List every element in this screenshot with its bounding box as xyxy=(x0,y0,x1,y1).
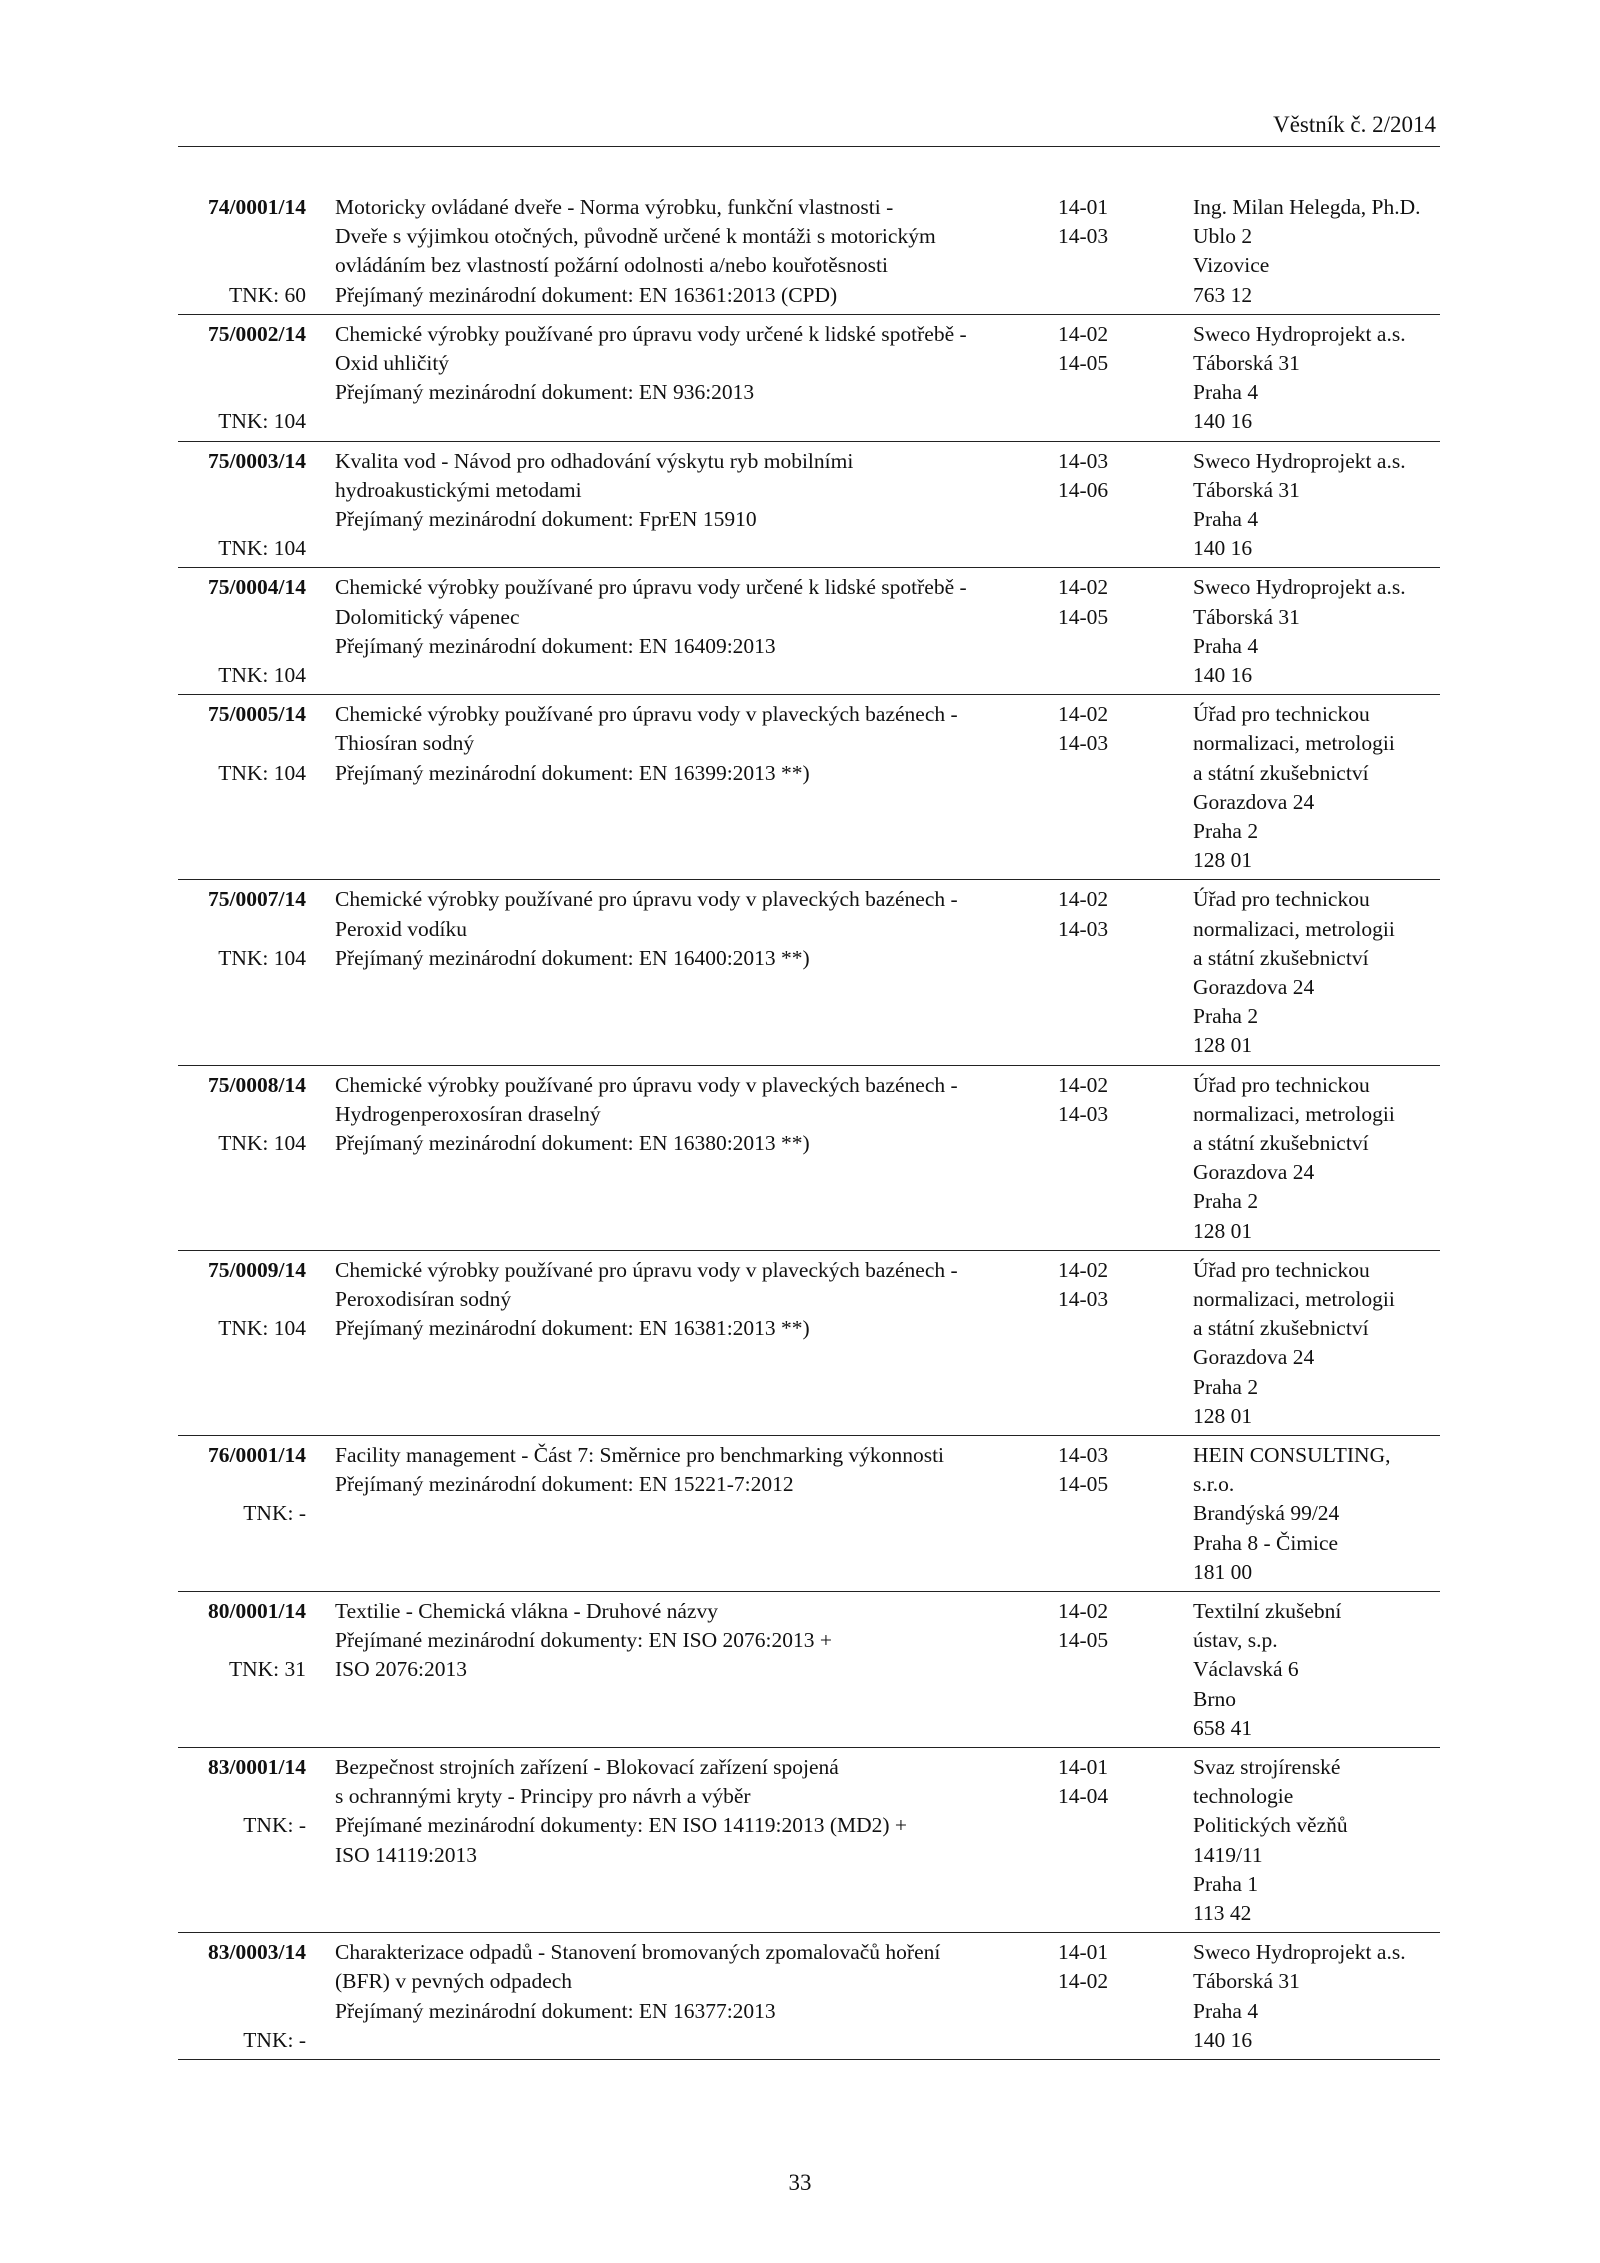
title-line: Přejímané mezinárodní dokumenty: EN ISO 2076:2013 + xyxy=(335,1628,832,1653)
tnk-label: TNK: 104 xyxy=(218,662,306,687)
title-line: Přejímané mezinárodní dokumenty: EN ISO 14119:2013 (MD2) + xyxy=(335,1813,908,1838)
group-codes-cell xyxy=(1058,447,1148,505)
address-line: 140 16 xyxy=(1193,2027,1253,2052)
group-code: 14-03 xyxy=(1058,1101,1109,1126)
title-line: Chemické výrobky používané pro úpravu vody určené k lidské spotřebě - xyxy=(335,575,967,600)
table-row xyxy=(178,1251,1440,1436)
group-code: 14-03 xyxy=(1058,1286,1109,1311)
group-code: 14-01 xyxy=(1058,195,1109,219)
processor-address-cell xyxy=(1193,447,1443,564)
address-line: normalizaci, metrologii xyxy=(1193,731,1395,756)
bulletin-title: Věstník č. 2/2014 xyxy=(1273,112,1436,137)
table-row xyxy=(178,1933,1440,2060)
address-line: Praha 2 xyxy=(1193,1374,1259,1399)
standard-code: 75/0007/14 xyxy=(208,887,306,912)
standard-id-cell xyxy=(178,885,306,1060)
title-line: Přejímaný mezinárodní dokument: EN 16361:2013 (CPD) xyxy=(335,282,838,307)
standard-id-cell xyxy=(178,1597,306,1743)
standard-title-cell xyxy=(335,885,1025,973)
group-code: 14-03 xyxy=(1058,224,1109,249)
group-codes-cell xyxy=(1058,1938,1148,1996)
title-line: hydroakustickými metodami xyxy=(335,477,582,502)
group-code: 14-02 xyxy=(1058,1598,1109,1623)
title-line: Bezpečnost strojních zařízení - Blokovací zařízení spojená xyxy=(335,1754,839,1779)
group-codes-cell xyxy=(1058,1256,1148,1314)
title-line: Přejímaný mezinárodní dokument: EN 16400:2013 **) xyxy=(335,945,810,970)
processor-address-cell xyxy=(1193,1753,1443,1928)
address-line: s.r.o. xyxy=(1193,1472,1235,1497)
standard-title-cell xyxy=(335,573,1025,661)
address-line: normalizaci, metrologii xyxy=(1193,1101,1395,1126)
standard-code: 75/0004/14 xyxy=(208,575,306,600)
standards-table xyxy=(178,188,1440,2060)
group-code: 14-03 xyxy=(1058,731,1109,756)
group-codes-cell xyxy=(1058,1071,1148,1129)
address-line: normalizaci, metrologii xyxy=(1193,916,1395,941)
standard-id-cell xyxy=(178,1256,306,1431)
address-line: 763 12 xyxy=(1193,282,1253,307)
group-codes-cell xyxy=(1058,700,1148,758)
standard-title-cell xyxy=(335,1597,1025,1685)
group-code: 14-02 xyxy=(1058,702,1109,727)
group-code: 14-02 xyxy=(1058,1257,1109,1282)
standard-title-cell xyxy=(335,193,1025,310)
table-row xyxy=(178,188,1440,315)
standard-id-cell xyxy=(178,1071,306,1246)
address-line: normalizaci, metrologii xyxy=(1193,1286,1395,1311)
address-line: Praha 1 xyxy=(1193,1871,1259,1896)
address-line: Gorazdova 24 xyxy=(1193,974,1315,999)
table-row xyxy=(178,1748,1440,1933)
address-line: Textilní zkušební xyxy=(1193,1598,1342,1623)
tnk-label: TNK: 31 xyxy=(228,1657,306,1682)
standard-id-cell xyxy=(178,1441,306,1587)
address-line: 113 42 xyxy=(1193,1900,1252,1925)
group-code: 14-05 xyxy=(1058,1628,1109,1653)
title-line: Hydrogenperoxosíran draselný xyxy=(335,1101,601,1126)
address-line: Sweco Hydroprojekt a.s. xyxy=(1193,321,1406,346)
group-codes-cell xyxy=(1058,885,1148,943)
table-row xyxy=(178,568,1440,695)
tnk-label: TNK: 104 xyxy=(218,945,306,970)
address-line: Praha 4 xyxy=(1193,507,1259,531)
processor-address-cell xyxy=(1193,573,1443,690)
address-line: Gorazdova 24 xyxy=(1193,1345,1315,1370)
title-line: Přejímaný mezinárodní dokument: EN 16380:2013 **) xyxy=(335,1130,810,1155)
address-line: Václavská 6 xyxy=(1193,1657,1299,1682)
standard-title-cell xyxy=(335,1256,1025,1344)
standard-code: 83/0003/14 xyxy=(208,1940,306,1965)
address-line: a státní zkušebnictví xyxy=(1193,945,1369,970)
address-line: Vizovice xyxy=(1193,253,1270,278)
title-line: Přejímaný mezinárodní dokument: EN 936:2013 xyxy=(335,380,755,405)
standard-id-cell xyxy=(178,447,306,564)
title-line: Facility management - Část 7: Směrnice pro benchmarking výkonnosti xyxy=(335,1442,945,1467)
address-line: Brno xyxy=(1193,1686,1236,1711)
address-line: Táborská 31 xyxy=(1193,1969,1300,1994)
title-line: ovládáním bez vlastností požární odolnosti a/nebo kouřotěsnosti xyxy=(335,253,888,278)
standard-id-cell xyxy=(178,1753,306,1928)
standard-id-cell xyxy=(178,573,306,690)
address-line: Praha 2 xyxy=(1193,1189,1259,1214)
address-line: Úřad pro technickou xyxy=(1193,702,1370,727)
address-line: 140 16 xyxy=(1193,409,1253,434)
group-code: 14-02 xyxy=(1058,575,1109,600)
table-row xyxy=(178,1066,1440,1251)
address-line: 181 00 xyxy=(1193,1559,1253,1584)
group-codes-cell xyxy=(1058,193,1148,251)
address-line: a státní zkušebnictví xyxy=(1193,1316,1369,1341)
group-codes-cell xyxy=(1058,573,1148,631)
address-line: technologie xyxy=(1193,1784,1294,1809)
address-line: Gorazdova 24 xyxy=(1193,1160,1315,1185)
group-code: 14-01 xyxy=(1058,1754,1109,1779)
address-line: 140 16 xyxy=(1193,663,1253,687)
title-line: Charakterizace odpadů - Stanovení bromovaných zpomalovačů hoření xyxy=(335,1940,941,1965)
title-line: Dolomitický vápenec xyxy=(335,604,520,629)
group-code: 14-06 xyxy=(1058,477,1109,502)
standard-title-cell xyxy=(335,1753,1025,1870)
page-header xyxy=(178,108,1440,147)
address-line: Praha 4 xyxy=(1193,1998,1259,2023)
standard-code: 75/0003/14 xyxy=(208,448,306,473)
title-line: ISO 2076:2013 xyxy=(335,1657,467,1682)
group-code: 14-05 xyxy=(1058,1472,1109,1497)
address-line: Sweco Hydroprojekt a.s. xyxy=(1193,448,1406,473)
table-row xyxy=(178,695,1440,880)
title-line: Oxid uhličitý xyxy=(335,351,450,375)
group-codes-cell xyxy=(1058,1597,1148,1655)
standard-title-cell xyxy=(335,1071,1025,1159)
tnk-label: TNK: - xyxy=(243,1501,306,1526)
standard-code: 76/0001/14 xyxy=(208,1442,306,1467)
standard-title-cell xyxy=(335,700,1025,788)
standard-code: 75/0008/14 xyxy=(208,1072,306,1097)
address-line: 128 01 xyxy=(1193,1033,1253,1058)
title-line: Přejímaný mezinárodní dokument: EN 16399:2013 **) xyxy=(335,760,810,785)
address-line: Praha 2 xyxy=(1193,819,1259,843)
group-code: 14-04 xyxy=(1058,1784,1109,1809)
title-line: (BFR) v pevných odpadech xyxy=(335,1969,573,1994)
table-row xyxy=(178,880,1440,1065)
title-line: s ochrannými kryty - Principy pro návrh a výběr xyxy=(335,1784,751,1809)
address-line: Svaz strojírenské xyxy=(1193,1754,1341,1779)
address-line: 128 01 xyxy=(1193,848,1253,873)
processor-address-cell xyxy=(1193,1256,1443,1431)
title-line: Chemické výrobky používané pro úpravu vody v plaveckých bazénech - xyxy=(335,1257,958,1282)
table-row xyxy=(178,315,1440,442)
address-line: Úřad pro technickou xyxy=(1193,1257,1370,1282)
group-codes-cell xyxy=(1058,320,1148,378)
address-line: 658 41 xyxy=(1193,1715,1253,1740)
address-line: Ublo 2 xyxy=(1193,224,1253,249)
tnk-label: TNK: 104 xyxy=(218,536,306,561)
group-code: 14-02 xyxy=(1058,321,1109,346)
address-line: Táborská 31 xyxy=(1193,604,1300,629)
group-code: 14-03 xyxy=(1058,1442,1109,1467)
group-code: 14-05 xyxy=(1058,604,1109,629)
address-line: Táborská 31 xyxy=(1193,477,1300,502)
address-line: Sweco Hydroprojekt a.s. xyxy=(1193,575,1406,600)
group-code: 14-02 xyxy=(1058,1072,1109,1097)
address-line: Praha 2 xyxy=(1193,1004,1259,1029)
address-line: Politických vězňů xyxy=(1193,1813,1348,1838)
title-line: Textilie - Chemická vlákna - Druhové názvy xyxy=(335,1598,718,1623)
group-code: 14-03 xyxy=(1058,448,1109,473)
processor-address-cell xyxy=(1193,193,1443,310)
group-codes-cell xyxy=(1058,1441,1148,1499)
address-line: a státní zkušebnictví xyxy=(1193,760,1369,785)
tnk-label: TNK: 104 xyxy=(218,760,306,785)
processor-address-cell xyxy=(1193,1938,1443,2055)
title-line: Přejímaný mezinárodní dokument: EN 16381:2013 **) xyxy=(335,1316,810,1341)
title-line: Přejímaný mezinárodní dokument: FprEN 15910 xyxy=(335,507,757,531)
address-line: 128 01 xyxy=(1193,1218,1253,1243)
address-line: Praha 8 - Čimice xyxy=(1193,1530,1339,1555)
standard-id-cell xyxy=(178,193,306,310)
title-line: Kvalita vod - Návod pro odhadování výskytu ryb mobilními xyxy=(335,448,854,473)
processor-address-cell xyxy=(1193,700,1443,875)
address-line: HEIN CONSULTING, xyxy=(1193,1442,1391,1467)
standard-code: 75/0009/14 xyxy=(208,1257,306,1282)
title-line: Chemické výrobky používané pro úpravu vody určené k lidské spotřebě - xyxy=(335,321,967,346)
title-line: ISO 14119:2013 xyxy=(335,1842,477,1867)
standard-code: 80/0001/14 xyxy=(208,1598,306,1623)
address-line: Praha 4 xyxy=(1193,380,1259,405)
standard-id-cell xyxy=(178,700,306,875)
title-line: Motoricky ovládané dveře - Norma výrobku, funkční vlastnosti - xyxy=(335,195,894,219)
tnk-label: TNK: 104 xyxy=(218,409,306,434)
address-line: Sweco Hydroprojekt a.s. xyxy=(1193,1940,1406,1965)
group-codes-cell xyxy=(1058,1753,1148,1811)
address-line: 1419/11 xyxy=(1193,1842,1263,1867)
tnk-label: TNK: 104 xyxy=(218,1316,306,1341)
standard-id-cell xyxy=(178,1938,306,2055)
processor-address-cell xyxy=(1193,885,1443,1060)
tnk-label: TNK: - xyxy=(243,2027,306,2052)
title-line: Chemické výrobky používané pro úpravu vody v plaveckých bazénech - xyxy=(335,887,958,912)
table-row xyxy=(178,1592,1440,1748)
address-line: 128 01 xyxy=(1193,1403,1253,1428)
title-line: Chemické výrobky používané pro úpravu vody v plaveckých bazénech - xyxy=(335,702,958,727)
standard-code: 74/0001/14 xyxy=(208,195,306,219)
address-line: Úřad pro technickou xyxy=(1193,887,1370,912)
title-line: Chemické výrobky používané pro úpravu vody v plaveckých bazénech - xyxy=(335,1072,958,1097)
address-line: Praha 4 xyxy=(1193,633,1259,658)
title-line: Přejímaný mezinárodní dokument: EN 16377:2013 xyxy=(335,1998,776,2023)
standard-code: 83/0001/14 xyxy=(208,1754,306,1779)
address-line: Úřad pro technickou xyxy=(1193,1072,1370,1097)
address-line: Ing. Milan Helegda, Ph.D. xyxy=(1193,195,1421,219)
address-line: 140 16 xyxy=(1193,536,1253,561)
standard-title-cell xyxy=(335,447,1025,535)
tnk-label: TNK: - xyxy=(243,1813,306,1838)
address-line: ústav, s.p. xyxy=(1193,1628,1278,1653)
title-line: Přejímaný mezinárodní dokument: EN 15221-7:2012 xyxy=(335,1472,794,1497)
address-line: Gorazdova 24 xyxy=(1193,789,1315,814)
processor-address-cell xyxy=(1193,1071,1443,1246)
title-line: Peroxodisíran sodný xyxy=(335,1286,512,1311)
standard-code: 75/0005/14 xyxy=(208,702,306,727)
address-line: a státní zkušebnictví xyxy=(1193,1130,1369,1155)
table-row xyxy=(178,442,1440,569)
processor-address-cell xyxy=(1193,1597,1443,1743)
standard-title-cell xyxy=(335,1441,1025,1499)
title-line: Dveře s výjimkou otočných, původně určené k montáži s motorickým xyxy=(335,224,936,249)
title-line: Přejímaný mezinárodní dokument: EN 16409:2013 xyxy=(335,633,776,658)
group-code: 14-05 xyxy=(1058,351,1109,375)
tnk-label: TNK: 60 xyxy=(228,282,306,307)
standard-code: 75/0002/14 xyxy=(208,321,306,346)
processor-address-cell xyxy=(1193,1441,1443,1587)
group-code: 14-01 xyxy=(1058,1940,1109,1965)
tnk-label: TNK: 104 xyxy=(218,1130,306,1155)
address-line: Brandýská 99/24 xyxy=(1193,1501,1340,1526)
group-code: 14-03 xyxy=(1058,916,1109,941)
standard-id-cell xyxy=(178,320,306,437)
title-line: Thiosíran sodný xyxy=(335,731,475,756)
table-row xyxy=(178,1436,1440,1592)
standard-title-cell xyxy=(335,1938,1025,2026)
group-code: 14-02 xyxy=(1058,887,1109,912)
group-code: 14-02 xyxy=(1058,1969,1109,1994)
address-line: Táborská 31 xyxy=(1193,351,1300,375)
page-number: 33 xyxy=(788,2170,812,2195)
title-line: Peroxid vodíku xyxy=(335,916,467,941)
standard-title-cell xyxy=(335,320,1025,408)
processor-address-cell xyxy=(1193,320,1443,437)
